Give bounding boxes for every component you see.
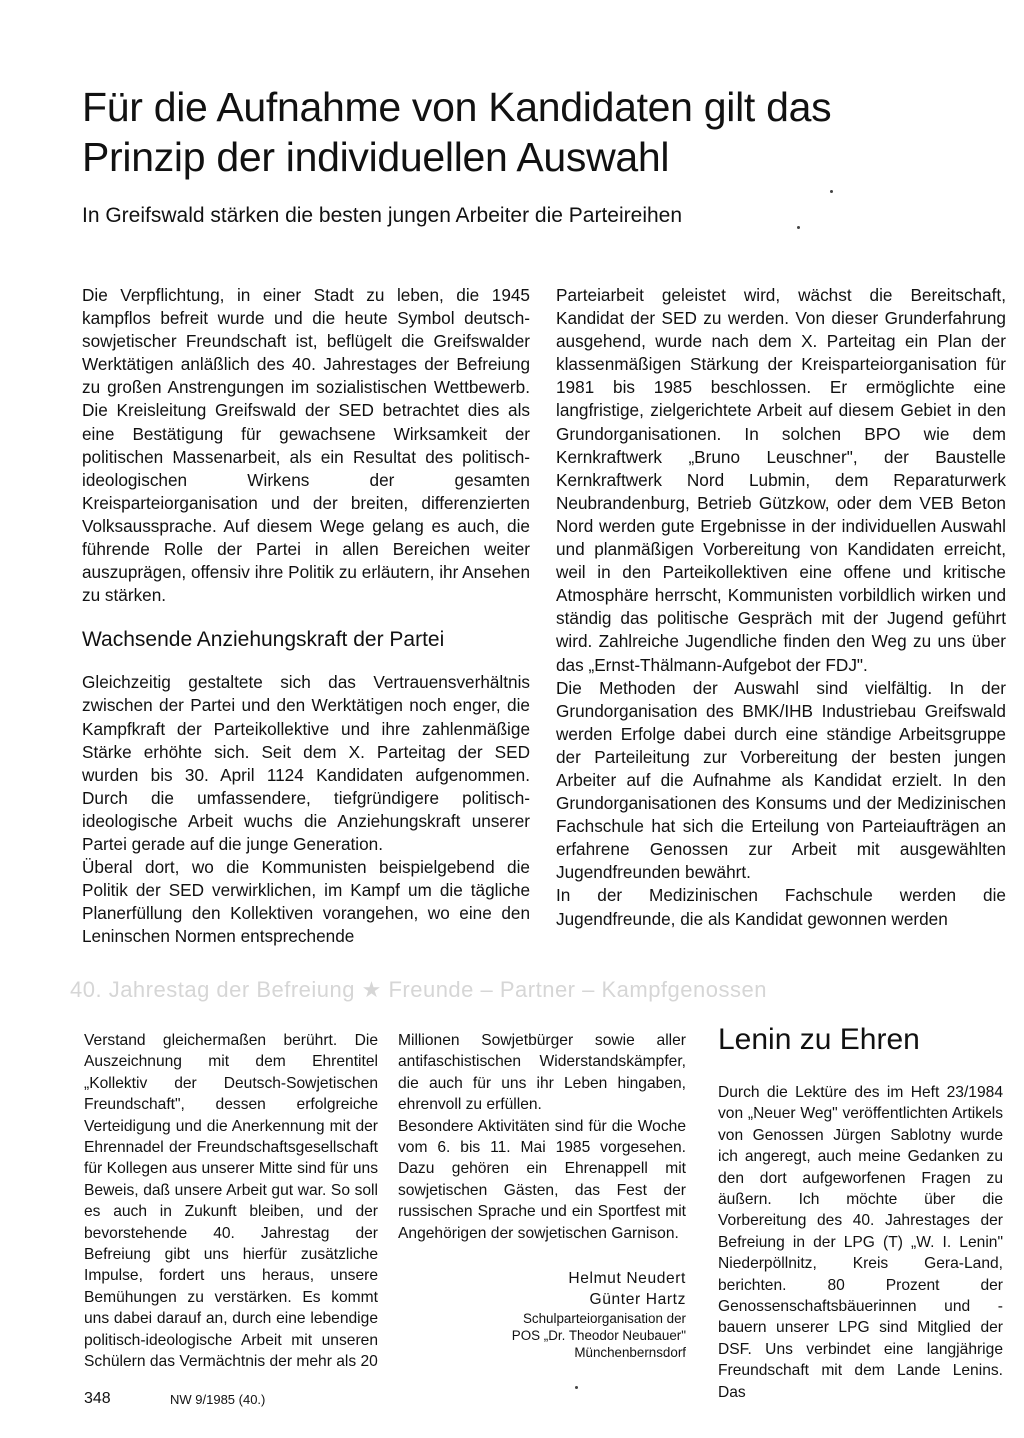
letter-column-3 [718, 1082, 1003, 1403]
section-heading: Wachsende Anziehungskraft der Partei [82, 628, 445, 652]
article-subheadline: In Greifswald stärken die besten jungen Arbeiter die Parteireihen [82, 204, 683, 227]
letter-column-2 [398, 1030, 686, 1361]
article-headline: Für die Aufnahme von Kandidaten gilt das Prinzip der individuellen Auswahl [82, 84, 832, 180]
issue-label: NW 9/1985 (40.) [170, 1392, 266, 1407]
article-column-1 [82, 284, 530, 948]
paragraph: Millionen Sowjetbürger sowie aller antifaschistischen Widerstandskämpfer, die auch für uns ihr Leben hingaben, ehrenvoll zu erfüllen. [398, 1032, 686, 1114]
paragraph: Besondere Aktivitäten sind für die Woche vom 6. bis 11. Mai 1985 vorgesehen. Dazu gehören ein Ehrenappell mit sowjetischen Gästen, das Fest der russischen Sprache und ein Sportfest mit Angehörigen der sowjetischen Garnison. [398, 1117, 686, 1242]
letter-column-1 [84, 1030, 378, 1373]
author-name: Günter Hartz [589, 1291, 686, 1309]
page-number: 348 [84, 1390, 111, 1407]
print-speck [575, 1386, 578, 1389]
paragraph: Die Methoden der Auswahl sind vielfältig. In der Grundorganisation des BMK/IHB Industriebau Greifswald werden Erfolge dabei durch eine ständige Arbeitsgruppe der Parteileitung zur Vorbereitung der besten jungen Arbeiter auf die Aufnahme als Kandidat erzielt. In den Grundorganisationen des Konsums und der Medizinischen Fachschule hat sich die Erteilung von Parteiaufträgen an erfahrene Genossen zur Arbeit mit ausgewählten Jugendfreunden bewährt. [556, 677, 1006, 883]
author-organization: Schulparteiorganisation der [522, 1311, 686, 1327]
print-speck [830, 190, 833, 193]
paragraph: Gleichzeitig gestaltete sich das Vertrauensverhältnis zwischen der Partei und den Werktätigen noch enger, die Kampfkraft der Parteikollektive und ihre zahlenmäßige Stärke erhöhte sich. Seit dem X. Parteitag der SED wurden bis 30. April 1124 Kandidaten aufgenommen. Durch die umfassendere, tiefgründigere politisch-ideologische Arbeit wuchs die Anziehungskraft unserer Partei gerade auf die junge Generation. [82, 672, 530, 854]
letter-title: Lenin zu Ehren [718, 1023, 920, 1056]
article-column-2 [556, 284, 1006, 931]
author-name: Helmut Neudert [568, 1270, 686, 1288]
paragraph: In der Medizinischen Fachschule werden die Jugendfreunde, die als Kandidat gewonnen werden [556, 885, 1006, 929]
letter-signature [398, 1268, 686, 1361]
anniversary-banner: 40. Jahrestag der Befreiung ★ Freunde – Partner – Kampfgenossen [70, 977, 767, 1002]
paragraph: Überal dort, wo die Kommunisten beispielgebend die Politik der SED verwirklichen, im Kampf um die tägliche Planerfüllung den Kollektiven vorangehen, wo eine den Leninschen Normen entsprechende [82, 857, 530, 947]
print-speck [797, 226, 800, 229]
author-organization: POS „Dr. Theodor Neubauer" [511, 1328, 686, 1344]
intro-paragraph: Die Verpflichtung, in einer Stadt zu leben, die 1945 kampflos befreit wurde und die heute Symbol deutsch-sowjetischer Freundschaft ist, beflügelt die Greifswalder Werktätigen anläßlich des 40. Jahrestages der Befreiung zu großen Anstrengungen im sozialistischen Wettbewerb. Die Kreisleitung Greifswald der SED betrachtet dies als eine Bestätigung für gewachsene Wirksamkeit der politischen Massenarbeit, als ein Resultat des politisch-ideologischen Wirkens der gesamten Kreisparteiorganisation und der breiten, differenzierten Volksaussprache. Auf diesem Wege gelang es auch, die führende Rolle der Partei in allen Bereichen weiter auszuprägen, offensiv ihre Politik zu erläutern, ihr Ansehen zu stärken. [82, 285, 530, 606]
paragraph: Verstand gleichermaßen berührt. Die Auszeichnung mit dem Ehrentitel „Kollektiv der Deutsch-Sowjetischen Freundschaft", dessen erfolgreiche Verteidigung und die Anerkennung mit der Ehrennadel der Freundschaftsgesellschaft für Kollegen aus unserer Mitte sind für uns Beweis, daß unsere Arbeit gut war. So soll es auch in Zukunft bleiben, und der bevorstehende 40. Jahrestag der Befreiung gibt uns hierfür zusätzliche Impulse, fordert uns heraus, unsere Bemühungen zu verstärken. Es kommt uns dabei darauf an, durch eine lebendige politisch-ideologische Arbeit mit unseren Schülern das Vermächtnis der mehr als 20 [84, 1032, 378, 1371]
paragraph: Parteiarbeit geleistet wird, wächst die Bereitschaft, Kandidat der SED zu werden. Von dieser Grunderfahrung ausgehend, wurde nach dem X. Parteitag ein Plan der klassenmäßigen Stärkung der Kreisparteiorganisation für 1981 bis 1985 beschlossen. Er ermöglichte eine langfristige, zielgerichtete Arbeit auf diesem Gebiet in den Grundorganisationen. In solchen BPO wie dem Kernkraftwerk „Bruno Leuschner", der Baustelle Kernkraftwerk Nord Lubmin, dem Reparaturwerk Neubrandenburg, Betrieb Gützkow, oder dem VEB Beton Nord werden gute Ergebnisse in der individuellen Auswahl und planmäßigen Vorbereitung von Kandidaten erreicht, weil in den Parteikollektiven eine offene und kritische Atmosphäre herrscht, Kommunisten vorbildlich wirken und ständig das politische Gespräch mit der Jugend geführt wird. Zahlreiche Jugendliche finden den Weg zu uns über das „Ernst-Thälmann-Aufgebot der FDJ". [556, 285, 1006, 675]
author-organization: Münchenbernsdorf [574, 1345, 686, 1361]
paragraph: Durch die Lektüre des im Heft 23/1984 von „Neuer Weg" veröffentlichten Artikels von Genossen Jürgen Sablotny wurde ich angeregt, auch meine Gedanken zu den dort aufgeworfenen Fragen zu äußern. Ich möchte über die Vorbereitung des 40. Jahrestages der Befreiung in der LPG (T) „W. I. Lenin" Niederpöllnitz, Kreis Gera-Land, berichten. 80 Prozent der Genossenschaftsbäuerinnen und -bauern unserer LPG sind Mitglied der DSF. Uns verbindet eine langjährige Freundschaft mit dem Lande Lenins. Das [718, 1084, 1003, 1401]
